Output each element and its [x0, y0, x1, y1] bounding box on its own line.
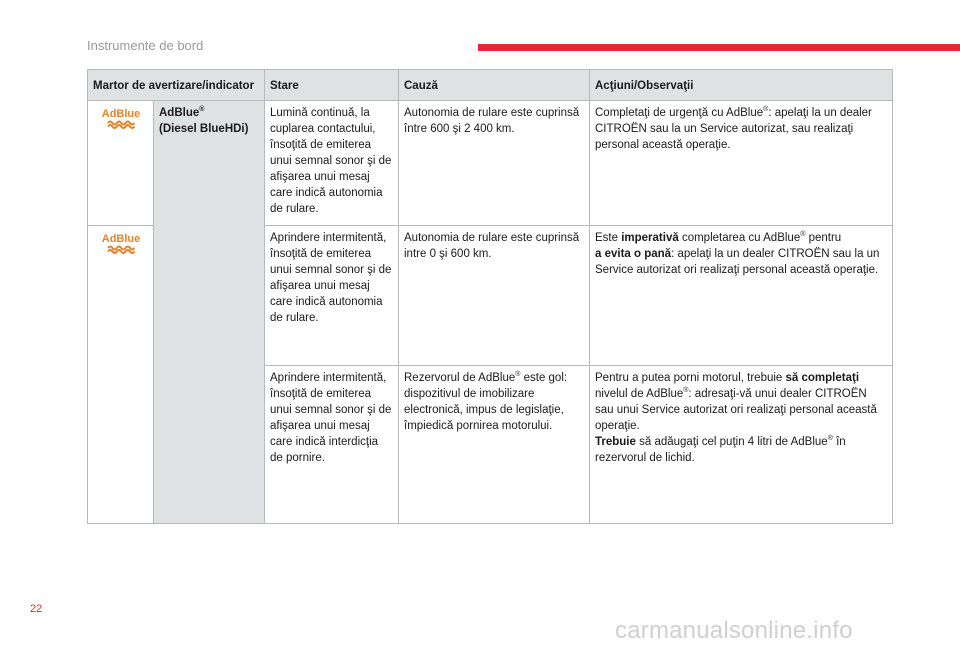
cause-cell: Rezervorul de AdBlue® este gol: dispozitivul de imobilizare electronică, impus de legislaţie, împiedică pornirea motorului.: [399, 366, 590, 524]
warning-indicator-table: [87, 69, 893, 524]
column-header-actions: Acţiuni/Observaţii: [590, 70, 893, 101]
watermark: carmanualsonline.info: [615, 617, 853, 644]
indicator-icon-cell: [88, 226, 154, 524]
page-number: 22: [30, 603, 43, 615]
column-header-cause: Cauză: [399, 70, 590, 101]
adblue-icon-text: AdBlue: [101, 233, 140, 245]
action-cell: Este imperativă completarea cu AdBlue® pentru a evita o pană: apelaţi la un dealer CITROËN sau la un Service autorizat ori realizaţi personal această operaţie.: [590, 226, 893, 366]
indicator-variant: (Diesel BlueHDi): [159, 123, 249, 135]
indicator-name: AdBlue: [159, 107, 200, 119]
table-header-row: [88, 70, 893, 101]
cause-cell: Autonomia de rulare este cuprinsă între 600 şi 2 400 km.: [399, 101, 590, 226]
column-header-indicator: Martor de avertizare/indicator: [88, 70, 265, 101]
header-accent-bar: [478, 44, 960, 51]
action-cell: Completaţi de urgenţă cu AdBlue®: apelaţi la un dealer CITROËN sau la un Service autorizat, sau realizaţi personal această operaţie.: [590, 101, 893, 226]
cause-cell: Autonomia de rulare este cuprinsă intre 0 şi 600 km.: [399, 226, 590, 366]
indicator-icon-cell: [88, 101, 154, 226]
adblue-icon-text: AdBlue: [101, 108, 140, 120]
section-title: Instrumente de bord: [87, 38, 204, 53]
column-header-state: Stare: [265, 70, 399, 101]
table-row: [88, 101, 893, 226]
state-cell: Aprindere intermitentă, însoţită de emiterea unui semnal sonor şi de afişarea unui mesaj care indică interdicţia de pornire.: [265, 366, 399, 524]
state-cell: Lumină continuă, la cuplarea contactului, însoţită de emiterea unui semnal sonor şi de afişarea unui mesaj care indică autonomia de rulare.: [265, 101, 399, 226]
adblue-icon: [101, 105, 141, 131]
action-cell: Pentru a putea porni motorul, trebuie să completaţi nivelul de AdBlue®: adresaţi-vă unui dealer CITROËN sau unui Service autorizat ori realizaţi personal această operaţie. Trebuie să adăugaţi cel puţin 4 litri de AdBlue® în rezervorul de lichid.: [590, 366, 893, 524]
state-cell: Aprindere intermitentă, însoţită de emiterea unui semnal sonor şi de afişarea unui mesaj care indică autonomia de rulare.: [265, 226, 399, 366]
indicator-name-cell: AdBlue® (Diesel BlueHDi): [154, 101, 265, 524]
adblue-icon: [101, 230, 141, 256]
